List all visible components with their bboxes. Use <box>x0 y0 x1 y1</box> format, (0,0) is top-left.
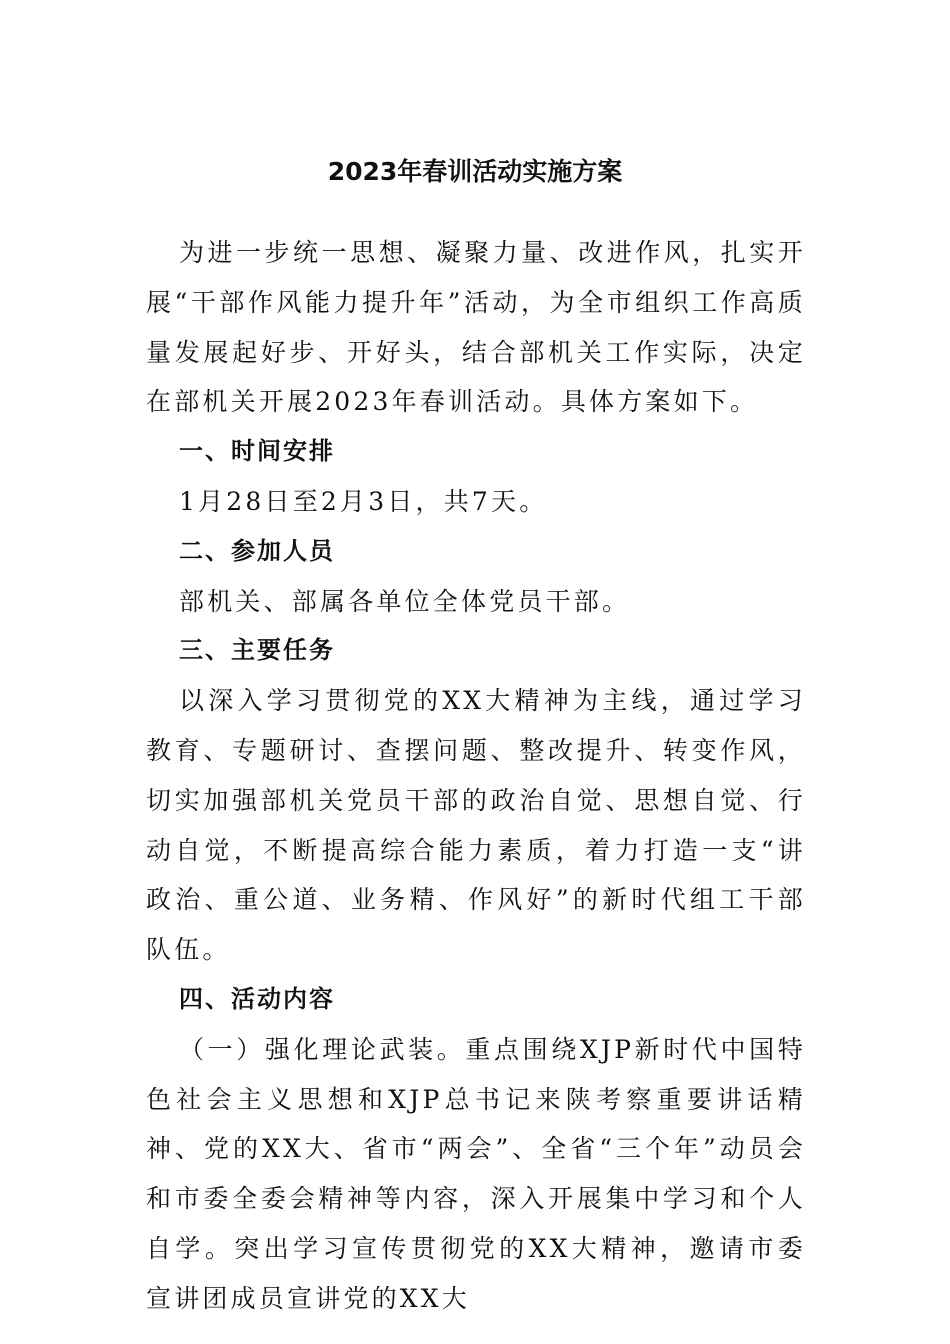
document-body <box>146 228 806 1324</box>
section-heading-activities: 四、活动内容 <box>179 984 335 1013</box>
participants-paragraph: 部机关、部属各单位全体党员干部。 <box>179 586 631 616</box>
section-heading-participants: 二、参加人员 <box>179 536 335 565</box>
document-title: 2023年春训活动实施方案 <box>327 157 623 186</box>
section-heading-schedule: 一、时间安排 <box>179 437 335 466</box>
intro-paragraph: 为进一步统一思想、凝聚力量、改进作风，扎实开展“干部作风能力提升年”活动，为全市组织工作高质量发展起好步、开好头，结合部机关工作实际，决定在部机关开展2023年春训活动。具体方案如下。 <box>146 238 806 417</box>
section-heading-main-tasks: 三、主要任务 <box>179 636 335 665</box>
activities-paragraph: （一）强化理论武装。重点围绕XJP新时代中国特色社会主义思想和XJP总书记来陕考察重要讲话精神、党的XX大、省市“两会”、全省“三个年”动员会和市委全委会精神等内容，深入开展集中学习和个人自学。突出学习宣传贯彻党的XX大精神，邀请市委宣讲团成员宣讲党的XX大 <box>146 1034 806 1313</box>
schedule-paragraph: 1月28日至2月3日，共7天。 <box>179 486 548 516</box>
main-tasks-paragraph: 以深入学习贯彻党的XX大精神为主线，通过学习教育、专题研讨、查摆问题、整改提升、转变作风，切实加强部机关党员干部的政治自觉、思想自觉、行动自觉，不断提高综合能力素质，着力打造一支“讲政治、重公道、业务精、作风好”的新时代组工干部队伍。 <box>146 686 806 965</box>
